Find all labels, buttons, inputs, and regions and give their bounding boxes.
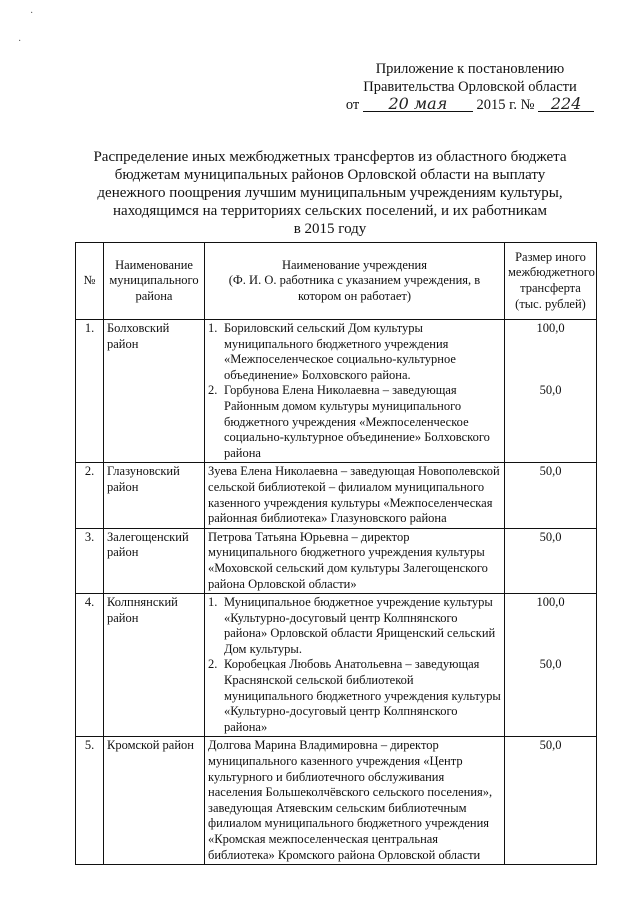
header-institution <box>205 243 505 320</box>
appendix-header <box>340 60 600 114</box>
amount-1: 100,0 <box>536 595 565 610</box>
table-header-row <box>76 243 597 320</box>
entry-text: Коробецкая Любовь Анатольевна – заведующая Краснянской сельской библиотекой муниципального бюджетного учреждения культуры «Культурно-досуговый центр Колпнянского района» <box>224 657 501 734</box>
row-institution: Долгова Марина Владимировна – директор муниципального казенного учреждения «Центр культурного и библиотечного обслуживания населения Большеколчёвского сельского поселения», заведующая Атяевским сельским библиотечным филиалом муниципального бюджетного учреждения «Кромская межпоселенческая центральная библиотека» Кромского района Орловской области <box>205 737 505 865</box>
date-prefix: от <box>345 97 360 113</box>
row-number: 2. <box>76 463 104 528</box>
table-row <box>76 463 597 528</box>
title-line-5: в 2015 году <box>293 221 367 237</box>
entry-marker: 2. <box>208 657 218 672</box>
row-district: Кромской район <box>104 737 205 865</box>
title-line-2: бюджетам муниципальных районов Орловской области на выплату <box>114 167 546 183</box>
appendix-line-1: Приложение к постановлению <box>375 61 565 77</box>
table-row <box>76 737 597 865</box>
table-row <box>76 528 597 593</box>
row-institution <box>205 320 505 463</box>
header-num: № <box>76 243 104 320</box>
scan-mark: · <box>30 8 34 19</box>
distribution-table <box>75 242 597 865</box>
year-text: 2015 г. № <box>476 97 535 113</box>
row-district: Глазуновский район <box>104 463 205 528</box>
row-number: 5. <box>76 737 104 865</box>
row-number: 1. <box>76 320 104 463</box>
entry-marker: 2. <box>208 383 218 398</box>
title-line-1: Распределение иных межбюджетных трансфертов из областного бюджета <box>93 149 567 165</box>
list-item <box>208 595 501 657</box>
title-line-3: денежного поощрения лучшим муниципальным учреждениям культуры, <box>97 185 563 201</box>
row-institution: Зуева Елена Николаевна – заведующая Новополевской сельской библиотекой – филиалом муниципального казенного учреждения культуры «Межпоселенческая районная библиотека» Глазуновского района <box>205 463 505 528</box>
amount-2: 50,0 <box>539 383 562 397</box>
handwritten-number: 224 <box>538 97 594 112</box>
amount-2: 50,0 <box>539 657 562 672</box>
appendix-date-line <box>340 96 600 114</box>
row-district: Болховский район <box>104 320 205 463</box>
entry-text: Горбунова Елена Николаевна – заведующая Районным домом культуры муниципального бюджетного учреждения «Межпоселенческое социально-культурное объединение» Болховского района <box>224 383 490 460</box>
entry-text: Муниципальное бюджетное учреждение культуры «Культурно-досуговый центр Колпнянского района» Орловской области Ярищенский сельский Дом культуры. <box>224 595 496 656</box>
list-item <box>208 321 501 383</box>
list-item <box>208 657 501 735</box>
table-row <box>76 594 597 737</box>
row-institution: Петрова Татьяна Юрьевна – директор муниципального бюджетного учреждения культуры «Моховской сельский дом культуры Залегощенского района Орловской области» <box>205 528 505 593</box>
title-line-4: находящимся на территориях сельских поселений, и их работникам <box>113 203 547 219</box>
row-amount: 50,0 <box>505 528 597 593</box>
handwritten-date: 20 мая <box>363 97 473 112</box>
row-amount: 50,0 <box>505 737 597 865</box>
scan-mark: · <box>18 36 22 47</box>
appendix-line-2: Правительства Орловской области <box>363 79 577 95</box>
row-district: Колпнянский район <box>104 594 205 737</box>
list-item <box>208 383 501 461</box>
entry-text: Бориловский сельский Дом культуры муниципального бюджетного учреждения «Межпоселенческое социально-культурное объединение» Болховского района. <box>224 321 456 382</box>
row-amount <box>505 594 597 737</box>
header-amount: Размер иного межбюджетного трансферта (тыс. рублей) <box>505 243 597 320</box>
entry-marker: 1. <box>208 595 218 610</box>
entry-marker: 1. <box>208 321 218 335</box>
table-row <box>76 320 597 463</box>
header-institution-note: (Ф. И. О. работника с указанием учреждения, в котором он работает) <box>228 273 481 303</box>
header-district: Наименование муниципального района <box>104 243 205 320</box>
amount-1: 100,0 <box>536 321 565 335</box>
row-number: 4. <box>76 594 104 737</box>
document-title <box>60 148 600 238</box>
row-number: 3. <box>76 528 104 593</box>
row-institution <box>205 594 505 737</box>
header-institution-title: Наименование учреждения <box>281 257 427 272</box>
row-amount: 50,0 <box>505 463 597 528</box>
row-district: Залегощенский район <box>104 528 205 593</box>
row-amount <box>505 320 597 463</box>
